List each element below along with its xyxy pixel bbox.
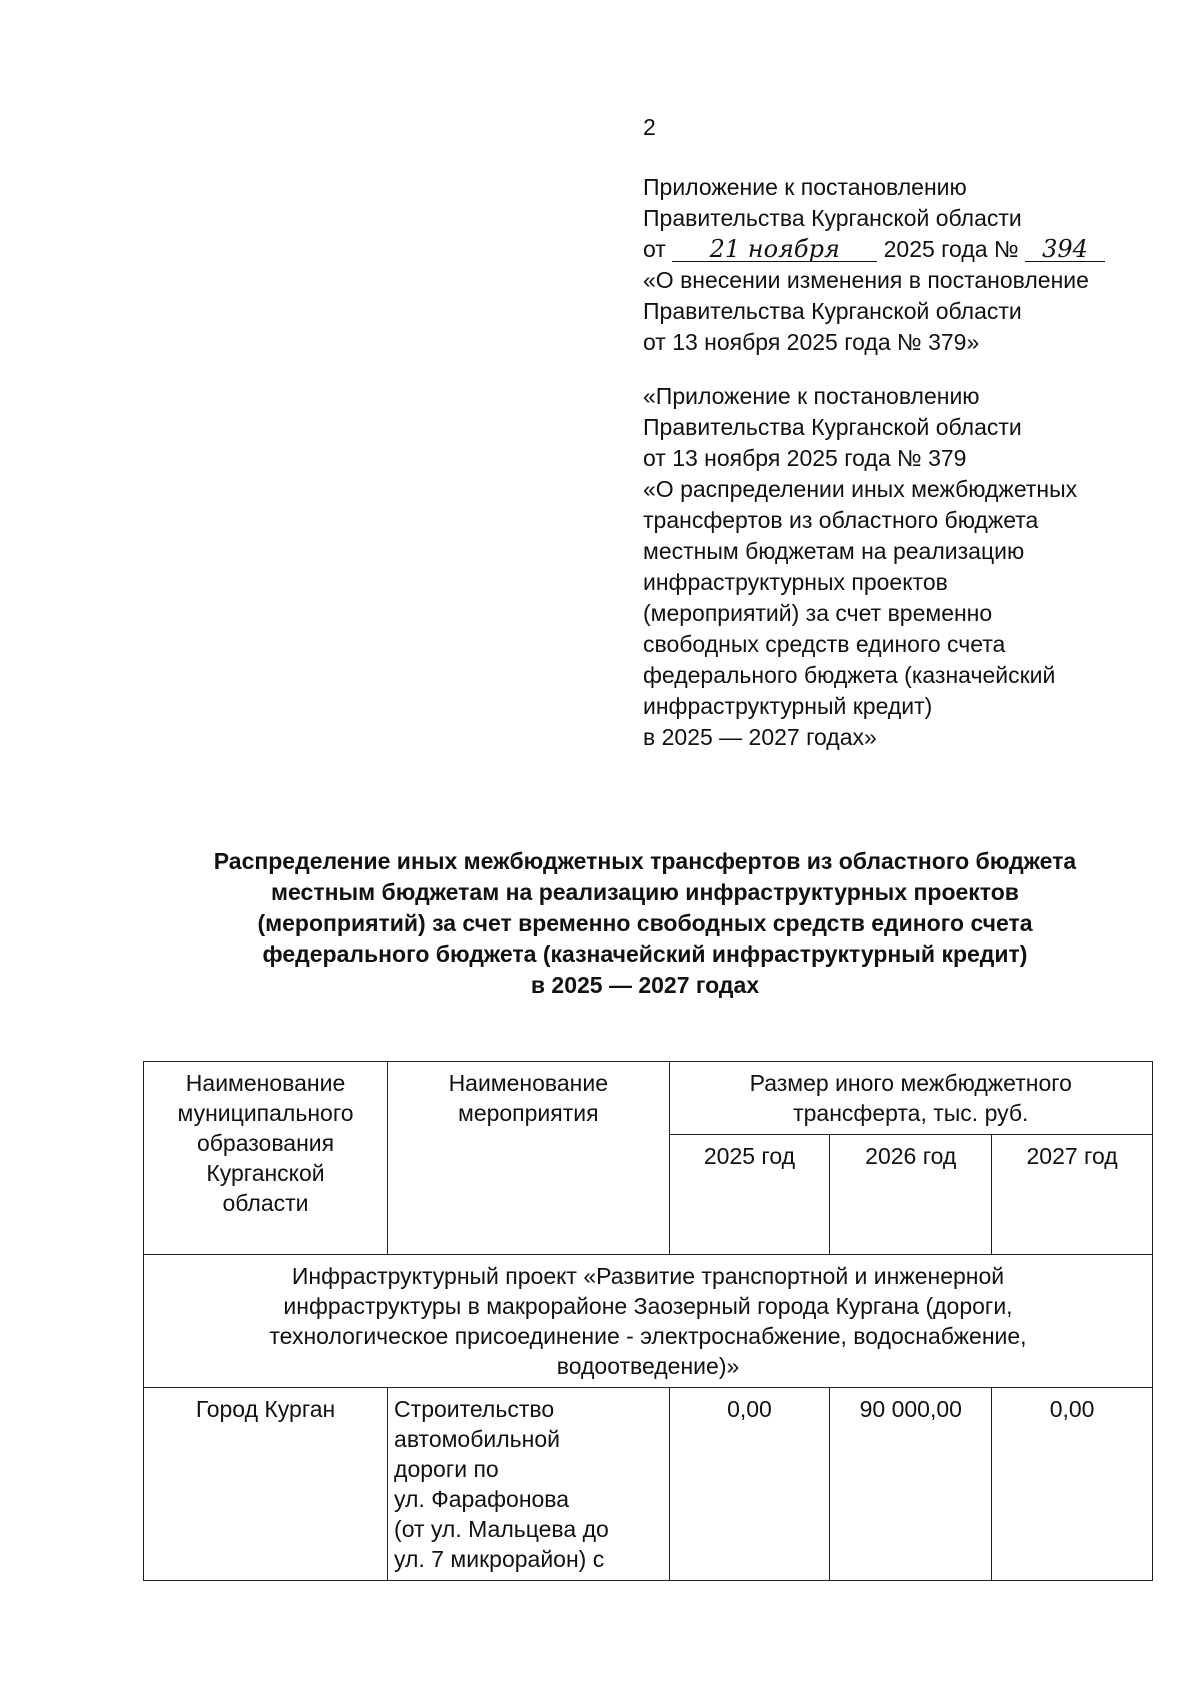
- title-line: местным бюджетам на реализацию инфраструктурных проектов: [271, 879, 1019, 905]
- header-line: «Приложение к постановлению: [643, 383, 980, 409]
- document-title: [130, 846, 1160, 1001]
- activity-cell: Строительство автомобильной дороги по ул. Фарафонова (от ул. Мальцева до ул. 7 микрорайон) с: [388, 1388, 670, 1581]
- table-header-row: [144, 1062, 1153, 1135]
- value-2025-cell: 0,00: [669, 1388, 830, 1581]
- header-line: от 13 ноября 2025 года № 379: [643, 445, 967, 471]
- header-line: в 2025 — 2027 годах»: [643, 724, 877, 750]
- header-line: «О распределении иных межбюджетных: [643, 476, 1078, 502]
- page-number: 2: [643, 114, 656, 140]
- header-line: федерального бюджета (казначейский: [643, 662, 1056, 688]
- distribution-table: [143, 1061, 1153, 1581]
- date-prefix: от: [643, 236, 666, 262]
- header-line: Правительства Курганской области: [643, 414, 1022, 440]
- value-2027-cell: 0,00: [992, 1388, 1153, 1581]
- date-year: 2025 года №: [883, 236, 1019, 262]
- project-row: [144, 1255, 1153, 1388]
- header-line: инфраструктурный кредит): [643, 693, 933, 719]
- header-line: Правительства Курганской области: [643, 205, 1022, 231]
- title-line: (мероприятий) за счет временно свободных средств единого счета: [257, 910, 1033, 936]
- title-line: в 2025 — 2027 годах: [530, 972, 760, 998]
- header-line: Приложение к постановлению: [643, 174, 967, 200]
- year-header-2027: 2027 год: [992, 1135, 1153, 1255]
- infrastructure-project-title: Инфраструктурный проект «Развитие транспортной и инженерной инфраструктуры в макрорайоне Заозерный города Кургана (дороги, технологическое присоединение - электроснабжение, водоснабжение, водоотведение)»: [144, 1255, 1153, 1388]
- activity-column-header: Наименование мероприятия: [388, 1062, 670, 1255]
- title-line: федерального бюджета (казначейский инфраструктурный кредит): [262, 941, 1028, 967]
- year-header-2026: 2026 год: [830, 1135, 992, 1255]
- appendix-header: [643, 172, 1163, 753]
- header-line: местным бюджетам на реализацию: [643, 538, 1025, 564]
- handwritten-number: 394: [1025, 237, 1105, 262]
- header-line: «О внесении изменения в постановление: [643, 267, 1089, 293]
- table-row: [144, 1388, 1153, 1581]
- handwritten-date: 21 ноября: [672, 237, 877, 262]
- municipality-cell: Город Курган: [144, 1388, 388, 1581]
- transfer-amount-group-header: Размер иного межбюджетного трансферта, тыс. руб.: [669, 1062, 1152, 1135]
- header-line: инфраструктурных проектов: [643, 569, 948, 595]
- header-line: Правительства Курганской области: [643, 298, 1022, 324]
- header-line: (мероприятий) за счет временно: [643, 600, 993, 626]
- title-line: Распределение иных межбюджетных трансфертов из областного бюджета: [213, 848, 1077, 874]
- municipality-column-header: Наименование муниципального образования Курганской области: [144, 1062, 388, 1255]
- header-line: свободных средств единого счета: [643, 631, 1006, 657]
- header-line: трансфертов из областного бюджета: [643, 507, 1039, 533]
- value-2026-cell: 90 000,00: [830, 1388, 992, 1581]
- decree-date-line: [643, 234, 1163, 265]
- header-line: от 13 ноября 2025 года № 379»: [643, 329, 980, 355]
- year-header-2025: 2025 год: [669, 1135, 830, 1255]
